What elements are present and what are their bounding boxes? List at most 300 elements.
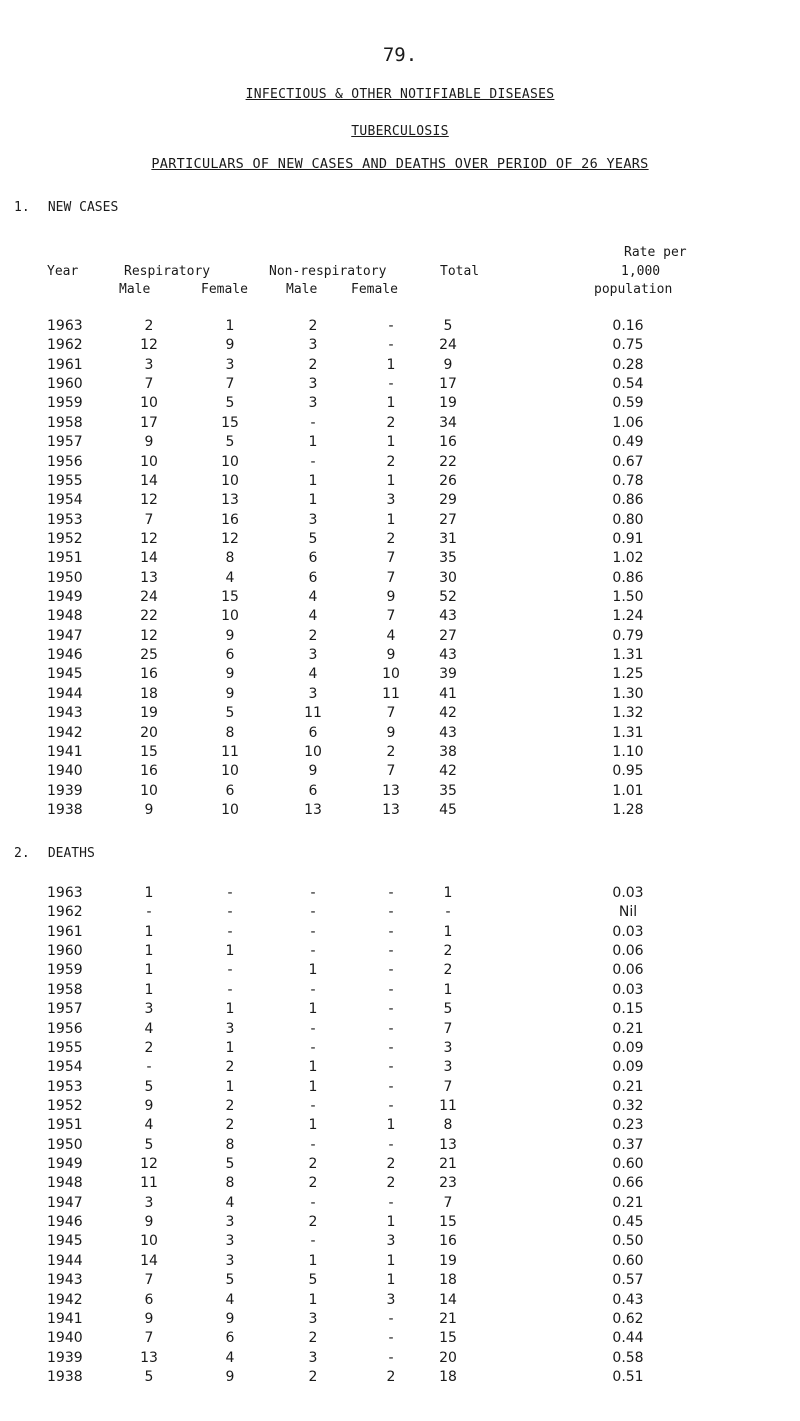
non-respiratory-female-cell: 10 [382, 666, 400, 683]
rate-cell: 0.09 [612, 1059, 644, 1076]
non-respiratory-male-cell: 1 [308, 1117, 318, 1134]
respiratory-female-cell: - [227, 962, 233, 979]
respiratory-female-cell: 3 [225, 1020, 235, 1037]
non-respiratory-female-cell: - [388, 943, 394, 960]
total-cell: 9 [443, 356, 453, 373]
respiratory-female-cell: 8 [225, 724, 235, 741]
non-respiratory-male-cell: 2 [308, 1175, 318, 1192]
respiratory-male-cell: 1 [144, 943, 154, 960]
section-number: 1. [14, 200, 30, 215]
rate-cell: 0.06 [612, 943, 644, 960]
respiratory-female-cell: 10 [221, 763, 239, 780]
non-respiratory-male-cell: - [310, 414, 316, 431]
respiratory-female-cell: 2 [225, 1117, 235, 1134]
rate-cell: 1.02 [612, 550, 644, 567]
respiratory-male-cell: 7 [144, 376, 154, 393]
respiratory-male-cell: 16 [140, 763, 158, 780]
non-respiratory-female-cell: 1 [386, 1272, 396, 1289]
rate-cell: 0.45 [612, 1214, 644, 1231]
rate-cell: 0.58 [612, 1349, 644, 1366]
non-respiratory-female-header: Female [351, 282, 398, 297]
rate-cell: 0.15 [612, 1001, 644, 1018]
rate-cell: 0.44 [612, 1330, 644, 1347]
respiratory-female-cell: 11 [221, 743, 239, 760]
respiratory-female-cell: 8 [225, 1136, 235, 1153]
year-header: Year [47, 264, 79, 279]
respiratory-male-cell: 9 [144, 434, 154, 451]
year-cell: 1963 [47, 885, 83, 901]
total-cell: 3 [443, 1059, 453, 1076]
total-cell: 1 [443, 885, 453, 901]
rate-cell: 0.21 [612, 1020, 644, 1037]
non-respiratory-female-cell: 1 [386, 472, 396, 489]
year-cell: 1947 [47, 627, 83, 644]
total-cell: 20 [439, 1349, 457, 1366]
rate-cell: 0.03 [612, 923, 644, 940]
respiratory-female-cell: - [227, 923, 233, 940]
rate-cell: 0.03 [612, 981, 644, 998]
total-cell: 21 [439, 1310, 457, 1327]
rate-cell: 1.25 [612, 666, 644, 683]
rate-cell: 0.32 [612, 1097, 644, 1114]
non-respiratory-male-cell: 1 [308, 1252, 318, 1269]
respiratory-female-cell: - [227, 981, 233, 998]
year-cell: 1961 [47, 356, 83, 373]
respiratory-male-cell: 25 [140, 647, 158, 664]
respiratory-female-cell: 9 [225, 627, 235, 644]
rate-cell: 0.80 [612, 511, 644, 528]
non-respiratory-male-cell: 6 [308, 569, 318, 586]
respiratory-male-cell: 3 [144, 1001, 154, 1018]
total-cell: 22 [439, 453, 457, 470]
respiratory-male-cell: 5 [144, 1078, 154, 1095]
total-cell: 39 [439, 666, 457, 683]
rate-cell: 1.01 [612, 782, 644, 799]
non-respiratory-female-cell: 7 [386, 763, 396, 780]
non-respiratory-male-cell: 3 [308, 511, 318, 528]
non-respiratory-male-cell: 3 [308, 1349, 318, 1366]
non-respiratory-male-cell: 2 [308, 318, 318, 334]
rate-cell: 0.67 [612, 453, 644, 470]
report-subheading: TUBERCULOSIS [351, 124, 449, 139]
year-cell: 1944 [47, 685, 83, 702]
respiratory-male-cell: - [146, 904, 152, 921]
non-respiratory-male-cell: 1 [308, 434, 318, 451]
non-respiratory-female-cell: 13 [382, 802, 400, 818]
rate-cell: 0.23 [612, 1117, 644, 1134]
total-cell: 35 [439, 550, 457, 567]
year-cell: 1945 [47, 1233, 83, 1250]
year-cell: 1948 [47, 608, 83, 625]
year-cell: 1953 [47, 511, 83, 528]
year-cell: 1939 [47, 1349, 83, 1366]
non-respiratory-male-cell: 6 [308, 724, 318, 741]
respiratory-male-cell: 1 [144, 981, 154, 998]
non-respiratory-male-cell: 4 [308, 666, 318, 683]
respiratory-male-cell: 1 [144, 885, 154, 901]
rate-cell: 1.06 [612, 414, 644, 431]
respiratory-male-cell: 14 [140, 1252, 158, 1269]
rate-cell: 0.79 [612, 627, 644, 644]
non-respiratory-male-cell: 6 [308, 782, 318, 799]
respiratory-male-cell: 18 [140, 685, 158, 702]
respiratory-male-cell: 14 [140, 550, 158, 567]
total-cell: 41 [439, 685, 457, 702]
respiratory-female-cell: 3 [225, 356, 235, 373]
respiratory-male-cell: 3 [144, 356, 154, 373]
rate-cell: 0.78 [612, 472, 644, 489]
non-respiratory-female-cell: 3 [386, 1233, 396, 1250]
non-respiratory-female-cell: - [388, 904, 394, 921]
rate-cell: 0.16 [612, 318, 644, 334]
non-respiratory-female-cell: - [388, 1078, 394, 1095]
respiratory-female-cell: 9 [225, 666, 235, 683]
respiratory-female-cell: 15 [221, 589, 239, 606]
non-respiratory-male-cell: 1 [308, 1001, 318, 1018]
non-respiratory-male-cell: 1 [308, 472, 318, 489]
non-respiratory-female-cell: - [388, 1097, 394, 1114]
non-respiratory-male-cell: 6 [308, 550, 318, 567]
non-respiratory-male-cell: 9 [308, 763, 318, 780]
total-cell: 16 [439, 434, 457, 451]
respiratory-male-cell: 5 [144, 1136, 154, 1153]
non-respiratory-male-cell: 2 [308, 1214, 318, 1231]
respiratory-male-cell: 9 [144, 802, 154, 818]
non-respiratory-male-cell: 4 [308, 589, 318, 606]
rate-cell: 0.86 [612, 492, 644, 509]
total-cell: 5 [443, 1001, 453, 1018]
total-cell: 5 [443, 318, 453, 334]
respiratory-female-cell: 7 [225, 376, 235, 393]
non-respiratory-male-cell: 3 [308, 395, 318, 412]
rate-cell: 0.86 [612, 569, 644, 586]
total-cell: 15 [439, 1214, 457, 1231]
total-cell: 1 [443, 981, 453, 998]
total-cell: 15 [439, 1330, 457, 1347]
total-cell: 27 [439, 627, 457, 644]
year-cell: 1952 [47, 1097, 83, 1114]
non-respiratory-male-cell: - [310, 1233, 316, 1250]
rate-cell: 1.30 [612, 685, 644, 702]
total-cell: 24 [439, 337, 457, 354]
year-cell: 1957 [47, 434, 83, 451]
year-cell: 1939 [47, 782, 83, 799]
respiratory-male-header: Male [119, 282, 151, 297]
respiratory-male-cell: - [146, 1059, 152, 1076]
year-cell: 1950 [47, 569, 83, 586]
rate-header-line3: population [594, 282, 673, 297]
total-cell: 3 [443, 1039, 453, 1056]
total-cell: 35 [439, 782, 457, 799]
year-cell: 1946 [47, 647, 83, 664]
respiratory-male-cell: 4 [144, 1117, 154, 1134]
rate-cell: 1.50 [612, 589, 644, 606]
respiratory-female-cell: 9 [225, 1369, 235, 1385]
table-row [0, 1369, 800, 1391]
respiratory-male-cell: 22 [140, 608, 158, 625]
respiratory-female-cell: 15 [221, 414, 239, 431]
total-cell: 26 [439, 472, 457, 489]
non-respiratory-female-cell: - [388, 337, 394, 354]
year-cell: 1943 [47, 1272, 83, 1289]
respiratory-female-cell: 5 [225, 1156, 235, 1173]
year-cell: 1947 [47, 1194, 83, 1211]
rate-cell: 0.60 [612, 1252, 644, 1269]
non-respiratory-female-cell: 7 [386, 550, 396, 567]
respiratory-female-header: Female [201, 282, 248, 297]
non-respiratory-male-cell: 1 [308, 1291, 318, 1308]
rate-cell: 1.31 [612, 647, 644, 664]
respiratory-header: Respiratory [124, 264, 211, 279]
rate-header-line2: 1,000 [621, 264, 661, 279]
rate-cell: 1.24 [612, 608, 644, 625]
rate-cell: 1.31 [612, 724, 644, 741]
total-cell: 29 [439, 492, 457, 509]
non-respiratory-female-cell: 2 [386, 743, 396, 760]
respiratory-male-cell: 5 [144, 1369, 154, 1385]
non-respiratory-male-cell: 3 [308, 376, 318, 393]
total-cell: 45 [439, 802, 457, 818]
non-respiratory-female-cell: - [388, 1136, 394, 1153]
respiratory-female-cell: 2 [225, 1059, 235, 1076]
year-cell: 1951 [47, 1117, 83, 1134]
total-cell: 14 [439, 1291, 457, 1308]
respiratory-male-cell: 9 [144, 1214, 154, 1231]
non-respiratory-female-cell: 1 [386, 356, 396, 373]
non-respiratory-header: Non-respiratory [269, 264, 387, 279]
non-respiratory-male-cell: - [310, 1194, 316, 1211]
non-respiratory-female-cell: 9 [386, 589, 396, 606]
rate-cell: 0.49 [612, 434, 644, 451]
section-label: DEATHS [47, 846, 95, 861]
year-cell: 1953 [47, 1078, 83, 1095]
table-row [0, 802, 800, 824]
report-heading: INFECTIOUS & OTHER NOTIFIABLE DISEASES [245, 87, 555, 102]
rate-cell: 0.21 [612, 1194, 644, 1211]
year-cell: 1959 [47, 395, 83, 412]
year-cell: 1950 [47, 1136, 83, 1153]
respiratory-female-cell: 12 [221, 530, 239, 547]
total-cell: 7 [443, 1020, 453, 1037]
total-cell: 21 [439, 1156, 457, 1173]
total-cell: 16 [439, 1233, 457, 1250]
respiratory-male-cell: 2 [144, 318, 154, 334]
respiratory-female-cell: - [227, 904, 233, 921]
year-cell: 1946 [47, 1214, 83, 1231]
non-respiratory-male-cell: 10 [304, 743, 322, 760]
page-number: 79. [382, 44, 418, 66]
non-respiratory-female-cell: 13 [382, 782, 400, 799]
year-cell: 1960 [47, 376, 83, 393]
respiratory-female-cell: 10 [221, 608, 239, 625]
non-respiratory-male-cell: 13 [304, 802, 322, 818]
non-respiratory-male-cell: 2 [308, 627, 318, 644]
non-respiratory-male-cell: 3 [308, 647, 318, 664]
year-cell: 1961 [47, 923, 83, 940]
year-cell: 1948 [47, 1175, 83, 1192]
total-cell: 38 [439, 743, 457, 760]
year-cell: 1958 [47, 981, 83, 998]
rate-cell: 0.37 [612, 1136, 644, 1153]
year-cell: 1956 [47, 1020, 83, 1037]
rate-cell: 0.66 [612, 1175, 644, 1192]
respiratory-male-cell: 1 [144, 962, 154, 979]
section-new-cases [14, 200, 118, 215]
rate-cell: 0.43 [612, 1291, 644, 1308]
total-cell: 2 [443, 962, 453, 979]
respiratory-female-cell: 9 [225, 685, 235, 702]
non-respiratory-female-cell: - [388, 1039, 394, 1056]
respiratory-male-cell: 7 [144, 511, 154, 528]
respiratory-female-cell: 1 [225, 1001, 235, 1018]
non-respiratory-male-cell: 1 [308, 492, 318, 509]
year-cell: 1960 [47, 943, 83, 960]
respiratory-male-cell: 13 [140, 569, 158, 586]
non-respiratory-male-cell: - [310, 904, 316, 921]
respiratory-female-cell: 4 [225, 1291, 235, 1308]
non-respiratory-female-cell: 4 [386, 627, 396, 644]
respiratory-male-cell: 10 [140, 453, 158, 470]
respiratory-female-cell: 1 [225, 1039, 235, 1056]
respiratory-male-cell: 12 [140, 492, 158, 509]
non-respiratory-female-cell: 2 [386, 530, 396, 547]
total-cell: 27 [439, 511, 457, 528]
total-cell: 7 [443, 1078, 453, 1095]
total-cell: 23 [439, 1175, 457, 1192]
non-respiratory-male-cell: 5 [308, 1272, 318, 1289]
respiratory-female-cell: 5 [225, 1272, 235, 1289]
non-respiratory-female-cell: - [388, 376, 394, 393]
non-respiratory-female-cell: 3 [386, 492, 396, 509]
non-respiratory-female-cell: 2 [386, 1175, 396, 1192]
rate-cell: 0.06 [612, 962, 644, 979]
respiratory-male-cell: 1 [144, 923, 154, 940]
non-respiratory-female-cell: 7 [386, 608, 396, 625]
respiratory-female-cell: 6 [225, 1330, 235, 1347]
non-respiratory-female-cell: 3 [386, 1291, 396, 1308]
non-respiratory-female-cell: 2 [386, 1369, 396, 1385]
respiratory-male-cell: 7 [144, 1272, 154, 1289]
respiratory-female-cell: 4 [225, 1194, 235, 1211]
non-respiratory-male-cell: 4 [308, 608, 318, 625]
total-cell: 8 [443, 1117, 453, 1134]
year-cell: 1959 [47, 962, 83, 979]
respiratory-female-cell: 1 [225, 943, 235, 960]
respiratory-male-cell: 9 [144, 1097, 154, 1114]
respiratory-female-cell: 3 [225, 1214, 235, 1231]
non-respiratory-male-cell: 1 [308, 1059, 318, 1076]
total-cell: 17 [439, 376, 457, 393]
non-respiratory-female-cell: 9 [386, 647, 396, 664]
non-respiratory-male-cell: - [310, 943, 316, 960]
non-respiratory-female-cell: - [388, 1194, 394, 1211]
non-respiratory-male-cell: - [310, 885, 316, 901]
year-cell: 1945 [47, 666, 83, 683]
total-cell: 31 [439, 530, 457, 547]
total-cell: 42 [439, 763, 457, 780]
non-respiratory-male-cell: - [310, 1020, 316, 1037]
rate-cell: 0.50 [612, 1233, 644, 1250]
total-cell: 19 [439, 1252, 457, 1269]
non-respiratory-male-cell: - [310, 923, 316, 940]
year-cell: 1951 [47, 550, 83, 567]
total-cell: 7 [443, 1194, 453, 1211]
respiratory-male-cell: 24 [140, 589, 158, 606]
rate-cell: 0.54 [612, 376, 644, 393]
non-respiratory-male-header: Male [286, 282, 318, 297]
section-deaths [14, 846, 95, 861]
non-respiratory-male-cell: 3 [308, 337, 318, 354]
non-respiratory-male-cell: 11 [304, 705, 322, 722]
non-respiratory-female-cell: 1 [386, 511, 396, 528]
respiratory-female-cell: 10 [221, 453, 239, 470]
year-cell: 1938 [47, 802, 83, 818]
non-respiratory-male-cell: 2 [308, 1330, 318, 1347]
non-respiratory-female-cell: 1 [386, 395, 396, 412]
non-respiratory-female-cell: - [388, 318, 394, 334]
total-cell: 42 [439, 705, 457, 722]
non-respiratory-male-cell: - [310, 1097, 316, 1114]
total-cell: 2 [443, 943, 453, 960]
year-cell: 1941 [47, 743, 83, 760]
year-cell: 1954 [47, 492, 83, 509]
non-respiratory-male-cell: 1 [308, 1078, 318, 1095]
section-label: NEW CASES [47, 200, 119, 215]
non-respiratory-female-cell: 7 [386, 569, 396, 586]
rate-cell: 1.10 [612, 743, 644, 760]
respiratory-female-cell: 6 [225, 782, 235, 799]
respiratory-female-cell: 8 [225, 550, 235, 567]
non-respiratory-male-cell: - [310, 981, 316, 998]
respiratory-female-cell: 1 [225, 1078, 235, 1095]
respiratory-female-cell: 3 [225, 1252, 235, 1269]
respiratory-female-cell: 3 [225, 1233, 235, 1250]
year-cell: 1941 [47, 1310, 83, 1327]
year-cell: 1940 [47, 763, 83, 780]
total-cell: 30 [439, 569, 457, 586]
total-cell: 19 [439, 395, 457, 412]
respiratory-male-cell: 16 [140, 666, 158, 683]
respiratory-male-cell: 2 [144, 1039, 154, 1056]
respiratory-female-cell: 9 [225, 337, 235, 354]
respiratory-male-cell: 4 [144, 1020, 154, 1037]
non-respiratory-female-cell: - [388, 1020, 394, 1037]
section-number: 2. [14, 846, 30, 861]
non-respiratory-female-cell: - [388, 1310, 394, 1327]
respiratory-female-cell: 16 [221, 511, 239, 528]
year-cell: 1942 [47, 1291, 83, 1308]
total-cell: 18 [439, 1272, 457, 1289]
year-cell: 1940 [47, 1330, 83, 1347]
total-cell: 11 [439, 1097, 457, 1114]
respiratory-male-cell: 9 [144, 1310, 154, 1327]
year-cell: 1949 [47, 1156, 83, 1173]
rate-cell: 0.09 [612, 1039, 644, 1056]
total-cell: 43 [439, 608, 457, 625]
respiratory-female-cell: 5 [225, 434, 235, 451]
total-cell: - [445, 904, 451, 921]
respiratory-female-cell: - [227, 885, 233, 901]
rate-cell: 0.03 [612, 885, 644, 901]
rate-cell: 0.75 [612, 337, 644, 354]
non-respiratory-female-cell: - [388, 1059, 394, 1076]
year-cell: 1955 [47, 1039, 83, 1056]
rate-cell: 1.28 [612, 802, 644, 818]
non-respiratory-male-cell: - [310, 1136, 316, 1153]
respiratory-male-cell: 20 [140, 724, 158, 741]
respiratory-male-cell: 13 [140, 1349, 158, 1366]
respiratory-male-cell: 3 [144, 1194, 154, 1211]
